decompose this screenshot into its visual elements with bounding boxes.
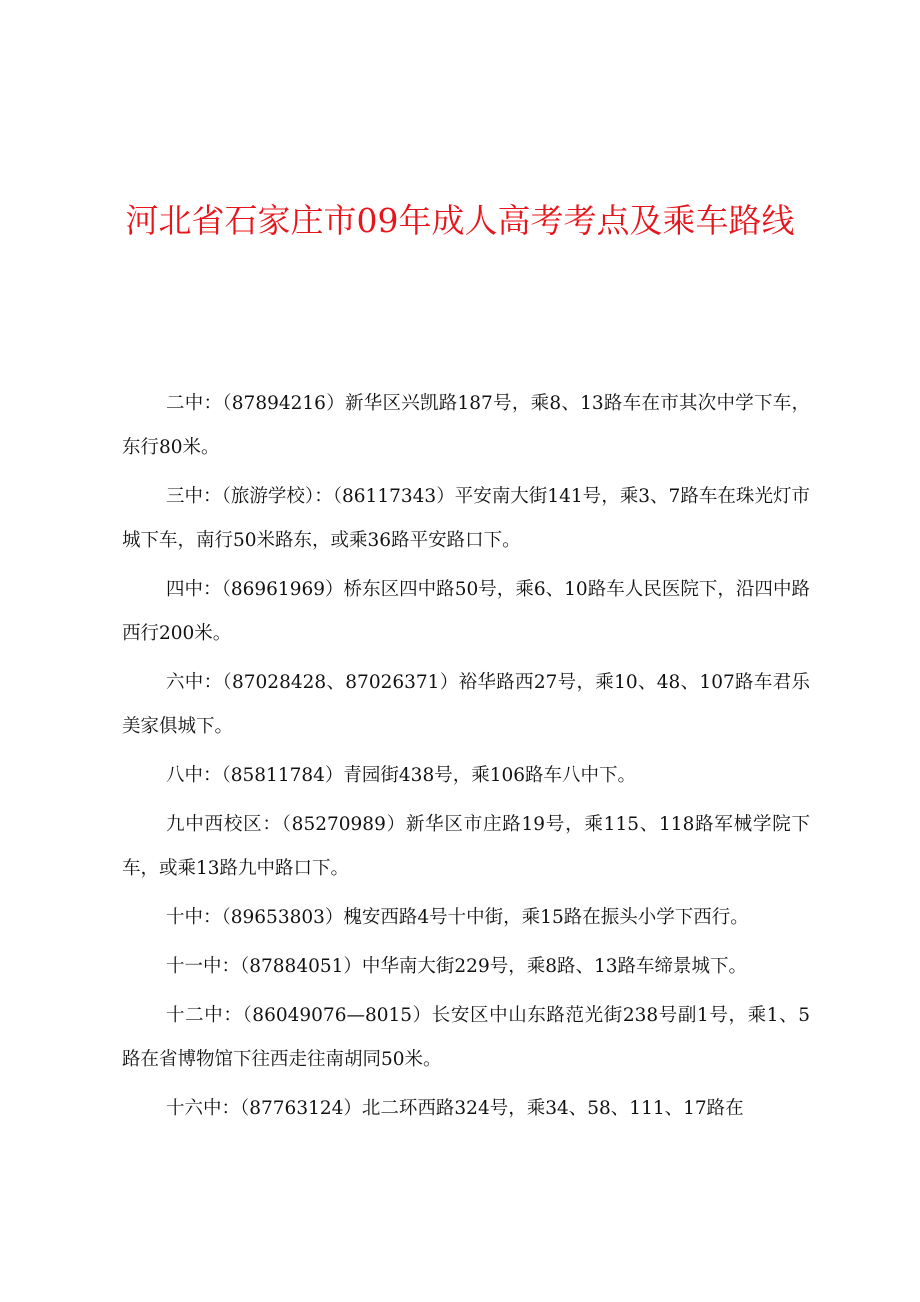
paragraph-school-8: 八中：（85811784）青园街438号，乘106路车八中下。 [166, 765, 637, 786]
paragraph-school-3: 三中：（旅游学校）：（86117343）平安南大街141号，乘3、7路车在珠光灯市城下车，南行50米路东，或乘36路平安路口下。 [122, 486, 810, 551]
document-title: 河北省石家庄市09年成人高考考点及乘车路线 [125, 201, 795, 240]
paragraph-school-6: 六中：（87028428、87026371）裕华路西27号，乘10、48、107路车君乐美家俱城下。 [122, 672, 810, 737]
paragraph-school-16: 十六中：（87763124）北二环西路324号，乘34、58、111、17路在 [166, 1098, 744, 1119]
paragraph-school-12: 十二中：（86049076—8015）长安区中山东路范光街238号副1号，乘1、5路在省博物馆下往西走往南胡同50米。 [122, 1005, 810, 1070]
paragraph-school-2: 二中：（87894216）新华区兴凯路187号，乘8、13路车在市其次中学下车，东行80米。 [122, 393, 810, 458]
document-body [122, 382, 810, 1136]
paragraph-school-4: 四中：（86961969）桥东区四中路50号，乘6、10路车人民医院下，沿四中路西行200米。 [122, 579, 810, 644]
paragraph-school-10: 十中：（89653803）槐安西路4号十中街，乘15路在振头小学下西行。 [166, 907, 749, 928]
paragraph-school-11: 十一中：（87884051）中华南大街229号，乘8路、13路车缔景城下。 [166, 956, 748, 977]
paragraph-school-9-west: 九中西校区：（85270989）新华区市庄路19号，乘115、118路军械学院下车，或乘13路九中路口下。 [122, 814, 810, 879]
